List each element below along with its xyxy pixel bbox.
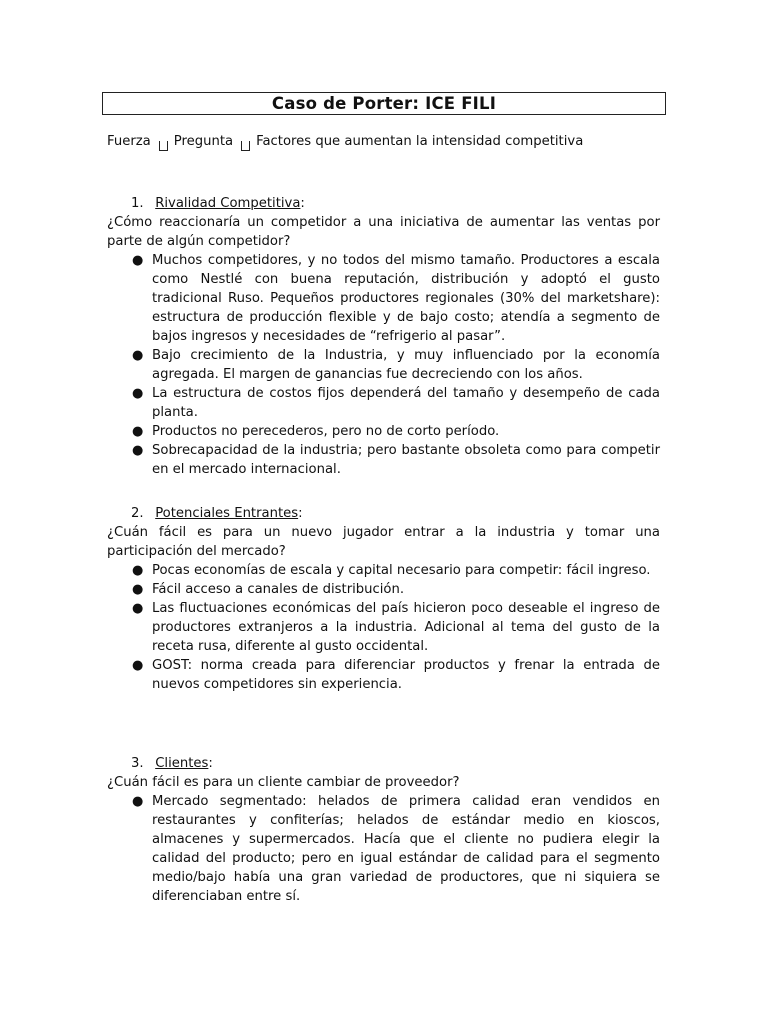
list-item: ● Bajo crecimiento de la Industria, y muy influenciado por la economía agregada. El margen de ganancias fue decreciendo con los años.	[132, 348, 660, 382]
bullet-icon: ●	[132, 424, 144, 439]
section-clientes	[107, 755, 660, 906]
bullet-list	[107, 792, 660, 906]
section-question: ¿Cómo reaccionaría un competidor a una iniciativa de aumentar las ventas por parte de algún competidor?	[107, 215, 660, 249]
bullet-icon: ●	[132, 563, 144, 578]
section-title: Potenciales Entrantes	[155, 506, 299, 521]
section-number: 1.	[131, 196, 144, 211]
list-item: ● Productos no perecederos, pero no de corto período.	[132, 424, 500, 439]
space-marker-icon	[159, 141, 168, 151]
list-item: ● La estructura de costos fijos dependerá del tamaño y desempeño de cada planta.	[132, 386, 660, 420]
list-item: ● Fácil acceso a canales de distribución.	[132, 582, 405, 597]
section-question: ¿Cuán fácil es para un cliente cambiar de proveedor?	[107, 775, 460, 790]
section-number: 3.	[131, 756, 144, 771]
section-heading: 3. Clientes:	[131, 756, 213, 771]
header-factores: Factores que aumentan la intensidad competitiva	[256, 134, 584, 149]
bullet-icon: ●	[132, 443, 144, 458]
title-box	[102, 92, 666, 115]
page-title: Caso de Porter: ICE FILI	[271, 94, 497, 113]
section-entrantes	[107, 505, 660, 694]
header-line	[107, 133, 583, 151]
section-rivalidad	[107, 195, 660, 479]
list-item: ● Las fluctuaciones económicas del país hicieron poco deseable el ingreso de productores extranjeros a la industria. Adicional al tema del gusto de la receta rusa, diferente al gusto occidental.	[132, 601, 660, 654]
bullet-icon: ●	[132, 582, 144, 597]
bullet-icon: ●	[132, 253, 144, 268]
list-item: ● Mercado segmentado: helados de primera calidad eran vendidos en restaurantes y confiterías; helados de estándar medio en kioscos, almacenes y supermercados. Hacía que el cliente no pudiera elegir la calidad del producto; pero en igual estándar de calidad para el segmento medio/bajo había una gran variedad de productores, que ni siquiera se diferenciaban entre sí.	[132, 794, 660, 904]
list-item: ● GOST: norma creada para diferenciar productos y frenar la entrada de nuevos competidores sin experiencia.	[132, 658, 660, 692]
section-question: ¿Cuán fácil es para un nuevo jugador entrar a la industria y tomar una participación del mercado?	[107, 525, 660, 559]
bullet-icon: ●	[132, 386, 144, 401]
section-number: 2.	[131, 506, 144, 521]
section-heading: 1. Rivalidad Competitiva:	[131, 196, 305, 211]
list-item: ● Sobrecapacidad de la industria; pero bastante obsoleta como para competir en el mercado internacional.	[132, 443, 660, 477]
space-marker-icon	[241, 141, 250, 151]
list-item: ● Pocas economías de escala y capital necesario para competir: fácil ingreso.	[132, 563, 651, 578]
bullet-icon: ●	[132, 658, 144, 673]
list-item: ● Muchos competidores, y no todos del mismo tamaño. Productores a escala como Nestlé con buena reputación, distribución y adoptó el gusto tradicional Ruso. Pequeños productores regionales (30% del marketshare): estructura de producción flexible y de bajo costo; atendía a segmento de bajos ingresos y necesidades de “refrigerio al pasar”.	[132, 253, 660, 344]
bullet-list	[107, 561, 660, 694]
bullet-list	[107, 251, 660, 479]
header-pregunta: Pregunta	[173, 134, 234, 149]
section-title: Clientes	[155, 756, 209, 771]
section-heading: 2. Potenciales Entrantes:	[131, 506, 303, 521]
header-fuerza: Fuerza	[107, 134, 151, 149]
bullet-icon: ●	[132, 601, 144, 616]
bullet-icon: ●	[132, 794, 144, 809]
section-title: Rivalidad Competitiva	[155, 196, 301, 211]
bullet-icon: ●	[132, 348, 144, 363]
